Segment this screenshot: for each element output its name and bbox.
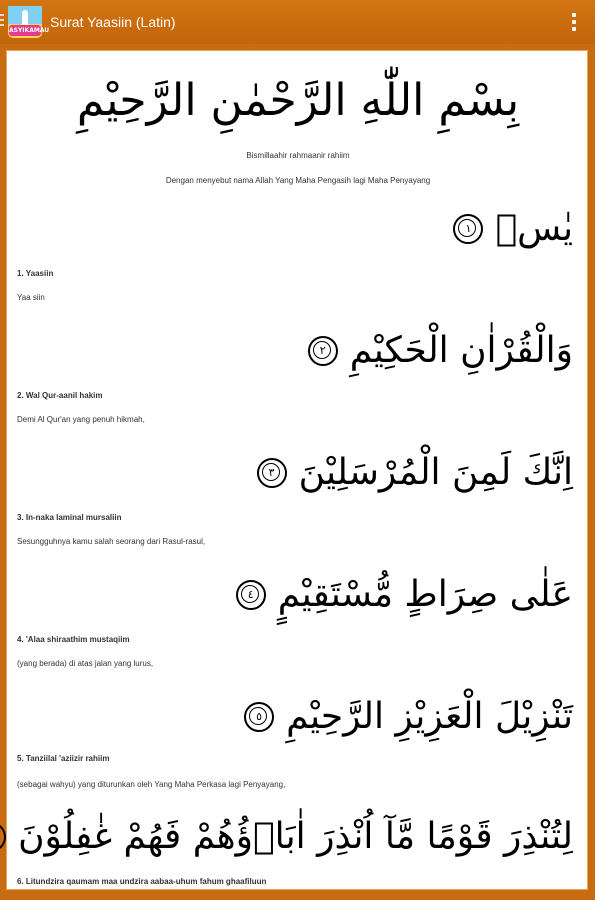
- basmala-arabic: بِسْمِ اللّٰهِ الرَّحْمٰنِ الرَّحِيْمِ: [76, 75, 520, 126]
- content-frame: [0, 44, 595, 900]
- ayah-text: تَنْزِيْلَ الْعَزِيْزِ الرَّحِيْمِ: [286, 696, 573, 737]
- basmala-latin: Bismillaahir rahmaanir rahiim: [246, 151, 350, 160]
- ayah-number-icon: [451, 212, 485, 246]
- ayah-text: لِتُنْذِرَ قَوْمًا مَّآ اُنْذِرَ اٰبَاۤؤُهُمْ فَهُمْ غٰفِلُوْنَ: [18, 816, 573, 857]
- app-logo-icon[interactable]: [8, 6, 50, 38]
- ayah-arabic-2: [13, 321, 573, 381]
- ayah-latin-2: 2. Wal Qur-aanil hakim: [17, 391, 103, 400]
- ayah-arabic-4: [13, 565, 573, 625]
- ayah-number-icon: [0, 820, 8, 854]
- ayah-number: ٢: [319, 344, 326, 357]
- ayah-number: ١: [465, 222, 472, 235]
- ayah-arabic-1: [13, 199, 573, 259]
- ayah-number-icon: [234, 578, 268, 612]
- ayah-text: عَلٰى صِرَاطٍ مُّسْتَقِيْمٍ: [277, 574, 573, 615]
- ayah-text: اِنَّكَ لَمِنَ الْمُرْسَلِيْنَ: [298, 452, 573, 493]
- ayah-number: ٤: [247, 588, 254, 601]
- action-bar: [0, 0, 595, 44]
- ayah-arabic-5: [13, 687, 573, 747]
- ayah-translation-2: Demi Al Qur'an yang penuh hikmah,: [17, 415, 145, 424]
- ayah-arabic-3: [13, 443, 573, 503]
- ayah-latin-4: 4. 'Alaa shiraathim mustaqiim: [17, 635, 130, 644]
- ayah-number: [0, 820, 8, 854]
- ayah-arabic-6: [13, 807, 573, 867]
- ayah-translation-5: (sebagai wahyu) yang diturunkan oleh Yang Maha Perkasa lagi Penyayang,: [17, 780, 286, 789]
- ayah-text: وَالْقُرْاٰنِ الْحَكِيْمِ: [349, 330, 573, 371]
- ayah-translation-4: (yang berada) di atas jalan yang lurus,: [17, 659, 154, 668]
- ayah-number: ٣: [268, 466, 275, 479]
- ayah-number: ٥: [256, 710, 263, 723]
- ayah-latin-5: 5. Tanziilal 'aziizir rahiim: [17, 754, 110, 763]
- ayah-number-icon: [255, 456, 289, 490]
- ayah-latin-1: 1. Yaasiin: [17, 269, 54, 278]
- ayah-number-icon: [242, 700, 276, 734]
- app-logo-text: ASYIKAMAU: [9, 27, 50, 34]
- ayah-latin-6: 6. Litundzira qaumam maa undzira aabaa-uhum fahum ghaafiluun: [17, 877, 267, 886]
- page-title: Surat Yaasiin (Latin): [50, 14, 176, 30]
- ayah-number-icon: [306, 334, 340, 368]
- overflow-menu-icon[interactable]: [571, 13, 577, 31]
- ayah-translation-1: Yaa siin: [17, 293, 45, 302]
- ayah-text: يٰسۤ: [495, 208, 573, 249]
- ayah-latin-3: 3. In-naka laminal mursaliin: [17, 513, 122, 522]
- ayah-translation-3: Sesungguhnya kamu salah seorang dari Rasul-rasul,: [17, 537, 206, 546]
- basmala-translation: Dengan menyebut nama Allah Yang Maha Pengasih lagi Maha Penyayang: [165, 176, 431, 185]
- hamburger-caret-icon[interactable]: [0, 14, 5, 28]
- surah-reader[interactable]: [6, 50, 588, 890]
